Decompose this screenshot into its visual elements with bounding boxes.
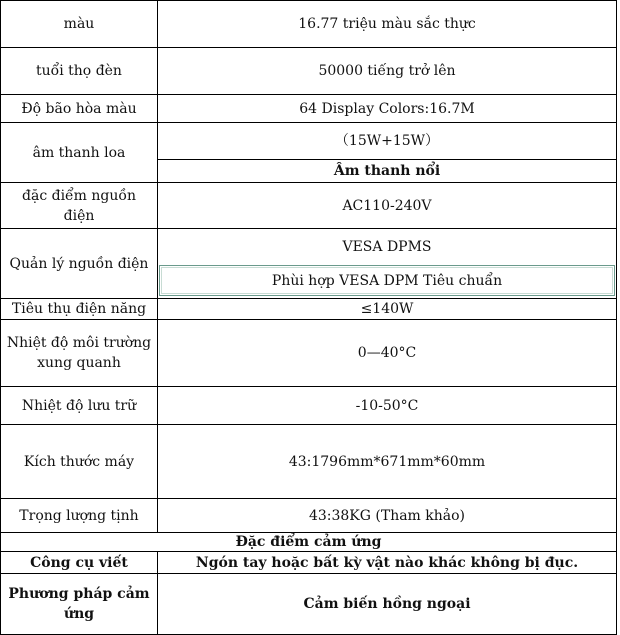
row-value-power-management: VESA DPMS <box>157 228 617 298</box>
row-label-speaker: âm thanh loa <box>0 122 157 182</box>
row-label-net-weight: Trọng lượng tịnh <box>0 498 157 532</box>
section-title-touch: Đặc điểm cảm ứng <box>0 532 617 551</box>
row-label-power-consumption: Tiêu thụ điện năng <box>0 298 157 319</box>
row-label-color: màu <box>0 0 157 47</box>
row-value-writing-tool: Ngón tay hoặc bất kỳ vật nào khác không bị đục. <box>157 551 617 573</box>
row-label-power-management: Quản lý nguồn điện <box>0 228 157 298</box>
row-label-writing-tool: Công cụ viết <box>0 551 157 573</box>
row-value-lamp-life: 50000 tiếng trở lên <box>157 47 617 94</box>
row-label-power-spec: đặc điểm nguồn điện <box>0 182 157 228</box>
row-value-storage-temp: -10-50°C <box>157 386 617 424</box>
row-value-color: 16.77 triệu màu sắc thực <box>157 0 617 47</box>
row-label-storage-temp: Nhiệt độ lưu trữ <box>0 386 157 424</box>
row-value-speaker-stereo: Âm thanh nổi <box>157 159 617 182</box>
row-label-lamp-life: tuổi thọ đèn <box>0 47 157 94</box>
row-value-power-spec: AC110-240V <box>157 182 617 228</box>
row-label-color-saturation: Độ bão hòa màu <box>0 94 157 122</box>
row-label-dimensions: Kích thước máy <box>0 424 157 498</box>
power-management-standard-box: Phùi hợp VESA DPM Tiêu chuẩn <box>159 265 615 296</box>
row-value-speaker-power: （15W+15W） <box>157 122 617 159</box>
row-value-color-saturation: 64 Display Colors:16.7M <box>157 94 617 122</box>
row-label-touch-method: Phương pháp cảm ứng <box>0 573 157 635</box>
row-value-power-consumption: ≤140W <box>157 298 617 319</box>
row-value-net-weight: 43:38KG (Tham khảo) <box>157 498 617 532</box>
row-value-dimensions: 43:1796mm*671mm*60mm <box>157 424 617 498</box>
row-value-touch-method: Cảm biến hồng ngoại <box>157 573 617 635</box>
row-label-ambient-temp: Nhiệt độ môi trường xung quanh <box>0 319 157 386</box>
row-value-ambient-temp: 0—40°C <box>157 319 617 386</box>
